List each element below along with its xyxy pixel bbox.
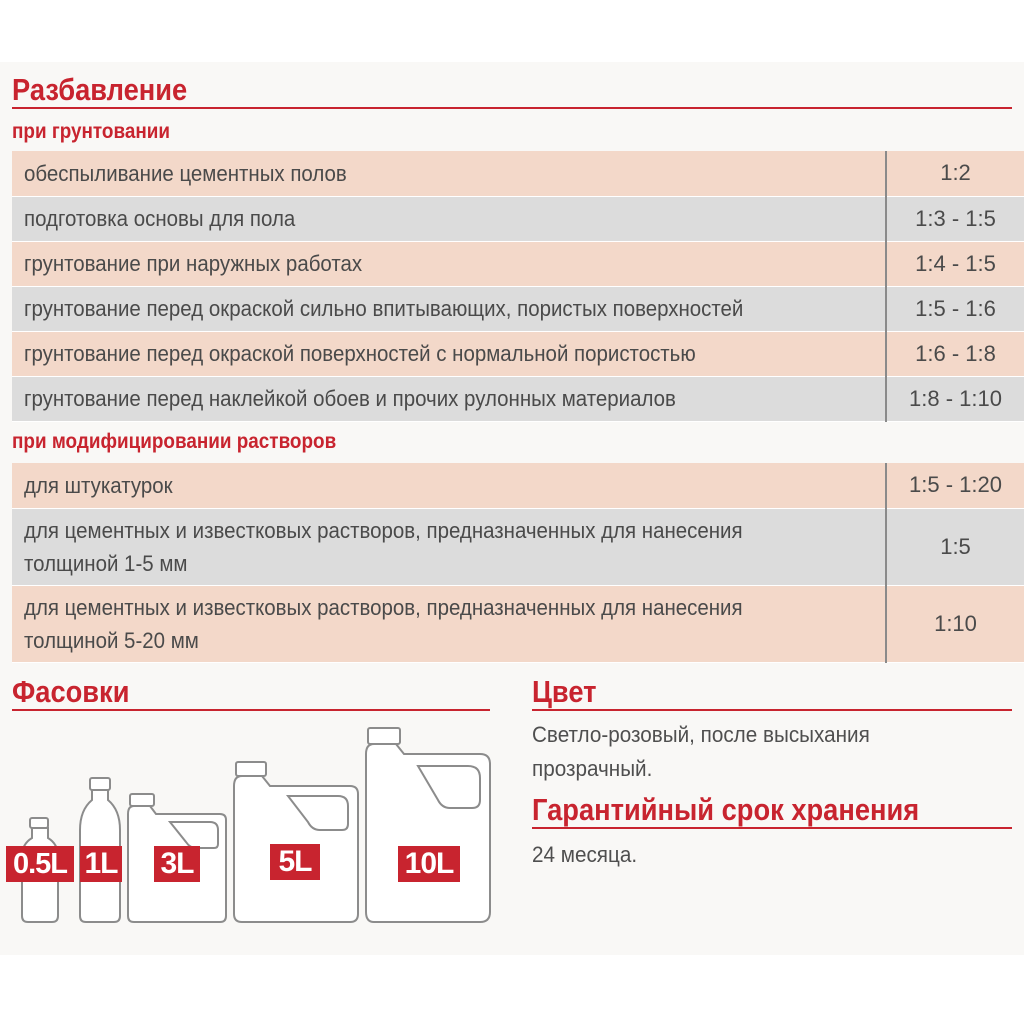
- priming-row: [12, 286, 1024, 331]
- row-ratio: 1:6 - 1:8: [886, 331, 1024, 376]
- row-ratio: 1:3 - 1:5: [886, 196, 1024, 241]
- row-ratio: 1:4 - 1:5: [886, 241, 1024, 286]
- package-label: 5L: [270, 844, 320, 880]
- row-label: [12, 196, 886, 241]
- priming-row: [12, 241, 1024, 286]
- row-label: [12, 585, 886, 662]
- row-label-text: грунтование перед окраской сильно впитывающих, пористых поверхностей: [24, 296, 744, 321]
- package-3l: [126, 792, 228, 924]
- row-label-line: для цементных и известковых растворов, предназначенных для нанесения: [24, 517, 743, 543]
- package-label: 0.5L: [6, 846, 74, 882]
- priming-table: [12, 151, 1024, 422]
- color-line: прозрачный.: [532, 756, 653, 781]
- package-1l: [76, 776, 124, 924]
- row-label: [12, 376, 886, 421]
- row-ratio: 1:8 - 1:10: [886, 376, 1024, 421]
- package-label: 1L: [80, 846, 122, 882]
- row-label: [12, 508, 886, 585]
- row-ratio: 1:5 - 1:20: [886, 463, 1024, 508]
- priming-row: [12, 376, 1024, 421]
- color-line: Светло-розовый, после высыхания: [532, 722, 870, 747]
- row-ratio: 1:10: [886, 585, 1024, 662]
- dilution-title: Разбавление: [12, 72, 188, 107]
- color-description: [532, 718, 870, 786]
- row-label-line: для штукатурок: [24, 472, 173, 498]
- canister-icon: [364, 726, 492, 924]
- mortar-row: [12, 585, 1024, 662]
- package-label: 10L: [398, 846, 460, 882]
- row-label-line: толщиной 1-5 мм: [24, 550, 188, 576]
- row-label-text: грунтование перед наклейкой обоев и прочих рулонных материалов: [24, 386, 676, 411]
- row-label-line: для цементных и известковых растворов, предназначенных для нанесения: [24, 594, 743, 620]
- row-label-text: грунтование перед окраской поверхностей с нормальной пористостью: [24, 341, 696, 366]
- canister-icon: [232, 760, 360, 924]
- color-title: Цвет: [532, 674, 597, 709]
- row-label-text: грунтование при наружных работах: [24, 251, 363, 276]
- row-label: [12, 463, 886, 508]
- priming-subtitle: при грунтовании: [12, 120, 171, 143]
- packaging-title: Фасовки: [12, 674, 130, 709]
- row-label-text: обеспыливание цементных полов: [24, 160, 347, 186]
- shelf-life-title: Гарантийный срок хранения: [532, 792, 920, 827]
- priming-row: [12, 151, 1024, 196]
- row-label: [12, 151, 886, 196]
- dilution-rule: [12, 107, 1012, 109]
- package-10l: [364, 726, 492, 924]
- row-label: [12, 331, 886, 376]
- mortar-subtitle: при модифицировании растворов: [12, 430, 337, 453]
- row-label-text: подготовка основы для пола: [24, 206, 296, 231]
- priming-row: [12, 196, 1024, 241]
- priming-row: [12, 331, 1024, 376]
- package-label: 3L: [154, 846, 200, 882]
- package-5l: [232, 760, 360, 924]
- row-label: [12, 241, 886, 286]
- mortar-table: [12, 463, 1024, 663]
- mortar-row: [12, 508, 1024, 585]
- color-rule: [532, 709, 1012, 711]
- shelf-life-rule: [532, 827, 1012, 829]
- packaging-rule: [12, 709, 490, 711]
- row-label-line: толщиной 5-20 мм: [24, 627, 199, 653]
- row-ratio: 1:5 - 1:6: [886, 286, 1024, 331]
- row-ratio: 1:2: [886, 151, 1024, 196]
- mortar-row: [12, 463, 1024, 508]
- package-0-5l: [12, 816, 68, 924]
- row-ratio: 1:5: [886, 508, 1024, 585]
- row-label: [12, 286, 886, 331]
- shelf-life-value: 24 месяца.: [532, 842, 638, 867]
